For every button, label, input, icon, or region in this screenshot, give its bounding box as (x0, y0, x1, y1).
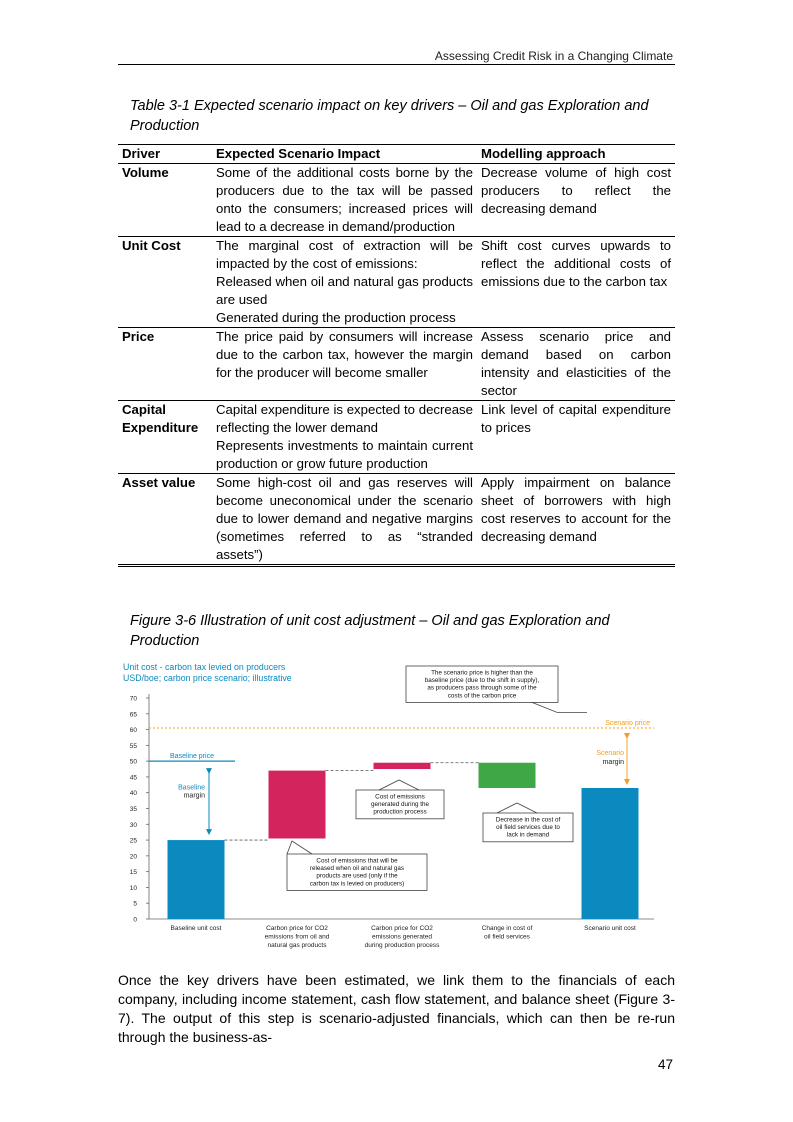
waterfall-bar (479, 763, 536, 788)
drivers-table (118, 144, 675, 567)
column-header-approach: Modelling approach (477, 145, 675, 164)
waterfall-bar (582, 788, 639, 919)
annotation-scenario-price-pointer (532, 702, 587, 712)
y-tick-label: 60 (129, 727, 137, 735)
annotation-scenario-price-text: baseline price (due to the shift in supply), (424, 677, 540, 685)
category-label: Change in cost of (481, 925, 533, 932)
driver-cell: Asset value (118, 474, 212, 566)
table-header-row (118, 145, 675, 164)
impact-cell: The price paid by consumers will increase due to the carbon tax, however the margin for the producer will become smaller (212, 328, 477, 401)
annotation-products-text: carbon tax is levied on producers) (309, 880, 405, 888)
impact-cell: Some high-cost oil and gas reserves will become uneconomical under the scenario due to lower demand and negative margins (sometimes referred to as “stranded assets”) (212, 474, 477, 566)
annotation-production-pointer (379, 780, 419, 790)
y-tick-label: 65 (129, 711, 137, 719)
driver-cell: Capital Expenditure (118, 401, 212, 474)
impact-cell: Some of the additional costs borne by the producers due to the tax will be passed onto the consumers; increased prices will lead to a decrease in demand/production (212, 164, 477, 237)
annotation-services-text: oil field services due to (496, 824, 560, 832)
scenario-price-label: Scenario price (605, 719, 650, 727)
annotation-scenario-price-text: costs of the carbon price (447, 692, 517, 700)
category-label: natural gas products (267, 942, 327, 949)
header-rule (118, 64, 675, 65)
driver-cell: Price (118, 328, 212, 401)
column-header-driver: Driver (118, 145, 212, 164)
annotation-scenario-price-text: as producers pass through some of the (427, 684, 537, 692)
annotation-services-text: lack in demand (506, 831, 550, 839)
annotation-production-text: production process (373, 808, 427, 816)
impact-cell: The marginal cost of extraction will be impacted by the cost of emissions: Released when oil and natural gas products are used Generated during the production process (212, 237, 477, 328)
annotation-scenario-price-text: The scenario price is higher than the (431, 669, 533, 677)
table-row (118, 328, 675, 401)
y-tick-label: 25 (129, 837, 137, 845)
y-tick-label: 35 (129, 806, 137, 813)
category-label: Baseline unit cost (170, 925, 222, 932)
chart-title: Unit cost - carbon tax levied on producers (123, 662, 286, 672)
annotation-products-text: Cost of emissions that will be (316, 857, 398, 865)
driver-cell: Unit Cost (118, 237, 212, 328)
category-label: Carbon price for CO2 (266, 925, 328, 932)
annotation-services-text: Decrease in the cost of (495, 816, 561, 824)
category-label: Carbon price for CO2 (371, 925, 433, 932)
baseline-margin-label: Baseline (178, 784, 205, 792)
table-row (118, 237, 675, 328)
table-row (118, 164, 675, 237)
approach-cell: Apply impairment on balance sheet of borrowers with high cost reserves to account for the decreasing demand (477, 474, 675, 566)
y-tick-label: 55 (129, 742, 137, 750)
category-label: oil field services (484, 933, 530, 941)
waterfall-bar (374, 763, 431, 769)
page-number: 47 (657, 1057, 673, 1072)
table-row (118, 401, 675, 474)
y-tick-label: 30 (129, 821, 137, 829)
annotation-products-text: products are used (only if the (316, 872, 398, 880)
column-header-impact: Expected Scenario Impact (212, 145, 477, 164)
annotation-products-pointer (287, 841, 312, 854)
y-tick-label: 15 (129, 869, 137, 877)
annotation-services-pointer (497, 803, 537, 813)
category-label: emissions from oil and (264, 933, 330, 941)
figure-caption: Figure 3-6 Illustration of unit cost adjustment – Oil and gas Exploration and Production (130, 613, 610, 649)
approach-cell: Decrease volume of high cost producers to reflect the decreasing demand (477, 164, 675, 237)
approach-cell: Shift cost curves upwards to reflect the additional costs of emissions due to the carbon tax (477, 237, 675, 328)
scenario-margin-label: Scenario (596, 749, 624, 757)
category-label: emissions generated (372, 933, 432, 941)
baseline-price-label: Baseline price (170, 753, 214, 761)
baseline-margin-label: margin (183, 792, 205, 800)
body-paragraph: Once the key drivers have been estimated, we link them to the financials of each company, including income statement, cash flow statement, and balance sheet (Figure 3-7). The output of this step is scenario-adjusted financials, which can then be re-run through the business-as- (118, 972, 675, 1045)
y-tick-label: 5 (133, 900, 137, 908)
y-tick-label: 45 (129, 774, 137, 782)
approach-cell: Assess scenario price and demand based on carbon intensity and elasticities of the sector (477, 328, 675, 401)
waterfall-bar (269, 771, 326, 839)
driver-cell: Volume (118, 164, 212, 237)
annotation-products-text: released when oil and natural gas (309, 865, 405, 873)
unit-cost-waterfall-chart (117, 660, 662, 955)
scenario-margin-label: margin (602, 758, 624, 766)
running-header: Assessing Credit Risk in a Changing Climate (434, 49, 673, 63)
y-tick-label: 0 (133, 916, 137, 924)
table-caption: Table 3-1 Expected scenario impact on key drivers – Oil and gas Exploration and Production (130, 98, 649, 134)
y-tick-label: 70 (129, 695, 137, 703)
category-label: Scenario unit cost (584, 925, 636, 932)
table-row (118, 474, 675, 566)
y-tick-label: 20 (129, 853, 137, 861)
waterfall-bar (168, 840, 225, 919)
impact-cell: Capital expenditure is expected to decrease reflecting the lower demand Represents investments to maintain current production or grow future production (212, 401, 477, 474)
annotation-production-text: generated during the (370, 801, 430, 809)
approach-cell: Link level of capital expenditure to prices (477, 401, 675, 474)
annotation-production-text: Cost of emissions (375, 793, 425, 801)
y-tick-label: 40 (129, 790, 137, 798)
y-tick-label: 10 (129, 884, 137, 892)
y-tick-label: 50 (129, 758, 137, 766)
chart-subtitle: USD/boe; carbon price scenario; illustrative (123, 673, 292, 683)
category-label: during production process (364, 942, 440, 949)
